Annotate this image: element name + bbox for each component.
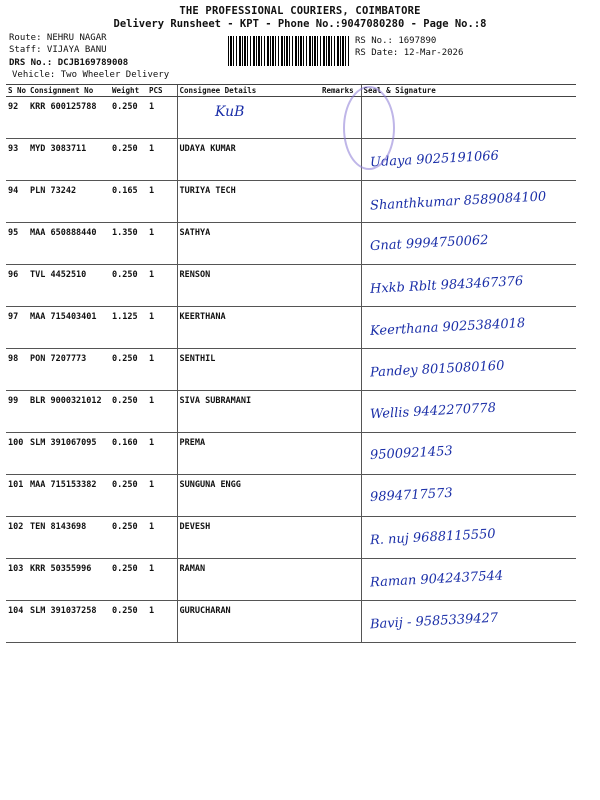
cell-weight: 0.250 bbox=[110, 97, 147, 139]
table-row bbox=[6, 139, 576, 181]
cell-signature bbox=[361, 391, 576, 433]
page-title: THE PROFESSIONAL COURIERS, COIMBATORE bbox=[179, 5, 421, 17]
table-row bbox=[6, 433, 576, 475]
handwritten-signature: Wellis 9442270778 bbox=[369, 400, 496, 423]
delivery-stamp bbox=[343, 86, 395, 170]
col-consignee: Consignee Details bbox=[177, 85, 320, 97]
cell-sno: 97 bbox=[6, 307, 28, 349]
table-row bbox=[6, 223, 576, 265]
cell-pcs: 1 bbox=[147, 517, 177, 559]
runsheet-table bbox=[6, 84, 576, 643]
cell-pcs: 1 bbox=[147, 181, 177, 223]
col-consignment: Consignment No bbox=[28, 85, 110, 97]
cell-consignment: MAA 715403401 bbox=[28, 307, 110, 349]
table-row bbox=[6, 391, 576, 433]
table-header-row bbox=[6, 85, 576, 97]
handwritten-signature: Raman 9042437544 bbox=[369, 568, 503, 591]
vehicle-label: Vehicle: Two Wheeler Delivery bbox=[12, 70, 170, 80]
cell-consignee: PREMA bbox=[177, 433, 320, 475]
table-row bbox=[6, 181, 576, 223]
cell-remarks bbox=[320, 349, 361, 391]
cell-consignee: GURUCHARAN bbox=[177, 601, 320, 643]
handwritten-note: KuB bbox=[215, 104, 245, 120]
cell-remarks bbox=[320, 475, 361, 517]
col-remarks: Remarks bbox=[320, 85, 361, 97]
table-row bbox=[6, 307, 576, 349]
cell-weight: 0.160 bbox=[110, 433, 147, 475]
cell-pcs: 1 bbox=[147, 475, 177, 517]
handwritten-signature: Shanthkumar 8589084100 bbox=[369, 189, 547, 214]
col-sno: S No bbox=[8, 86, 27, 95]
cell-weight: 0.250 bbox=[110, 475, 147, 517]
cell-signature bbox=[361, 307, 576, 349]
col-pcs: PCS bbox=[147, 85, 177, 97]
cell-signature bbox=[361, 433, 576, 475]
cell-weight: 0.165 bbox=[110, 181, 147, 223]
cell-pcs: 1 bbox=[147, 307, 177, 349]
cell-consignee: SIVA SUBRAMANI bbox=[177, 391, 320, 433]
cell-remarks bbox=[320, 433, 361, 475]
table-row bbox=[6, 349, 576, 391]
cell-consignment: PON 7207773 bbox=[28, 349, 110, 391]
cell-remarks bbox=[320, 181, 361, 223]
rs-number: RS No.: 1697890 bbox=[355, 36, 437, 46]
cell-consignment: PLN 73242 bbox=[28, 181, 110, 223]
cell-weight: 0.250 bbox=[110, 517, 147, 559]
cell-consignee: SENTHIL bbox=[177, 349, 320, 391]
handwritten-signature: 9894717573 bbox=[369, 485, 453, 506]
cell-consignee: SUNGUNA ENGG bbox=[177, 475, 320, 517]
cell-pcs: 1 bbox=[147, 433, 177, 475]
table-row bbox=[6, 559, 576, 601]
cell-consignment: BLR 9000321012 bbox=[28, 391, 110, 433]
cell-signature bbox=[361, 475, 576, 517]
cell-pcs: 1 bbox=[147, 391, 177, 433]
cell-pcs: 1 bbox=[147, 601, 177, 643]
cell-consignee: SATHYA bbox=[177, 223, 320, 265]
cell-sno: 94 bbox=[6, 181, 28, 223]
cell-remarks bbox=[320, 265, 361, 307]
cell-signature bbox=[361, 139, 576, 181]
table-row bbox=[6, 601, 576, 643]
handwritten-signature: Gnat 9994750062 bbox=[369, 232, 489, 255]
cell-weight: 0.250 bbox=[110, 139, 147, 181]
cell-pcs: 1 bbox=[147, 139, 177, 181]
cell-remarks bbox=[320, 391, 361, 433]
cell-pcs: 1 bbox=[147, 349, 177, 391]
cell-signature bbox=[361, 349, 576, 391]
cell-signature bbox=[361, 223, 576, 265]
page-subtitle: Delivery Runsheet - KPT - Phone No.:9047080280 - Page No.:8 bbox=[113, 18, 487, 30]
drs-label: DRS No.: DCJB169789008 bbox=[9, 58, 129, 68]
cell-consignment: MYD 3083711 bbox=[28, 139, 110, 181]
handwritten-signature: Hxkb Rblt 9843467376 bbox=[369, 273, 524, 298]
handwritten-signature: Keerthana 9025384018 bbox=[369, 315, 526, 340]
cell-sno: 92 bbox=[6, 97, 28, 139]
cell-consignment: MAA 715153382 bbox=[28, 475, 110, 517]
cell-sno: 95 bbox=[6, 223, 28, 265]
cell-remarks bbox=[320, 601, 361, 643]
staff-label: Staff: VIJAYA BANU bbox=[9, 45, 107, 55]
cell-sno: 96 bbox=[6, 265, 28, 307]
rs-date: RS Date: 12-Mar-2026 bbox=[355, 48, 464, 58]
cell-consignee: DEVESH bbox=[177, 517, 320, 559]
cell-weight: 0.250 bbox=[110, 349, 147, 391]
cell-pcs: 1 bbox=[147, 559, 177, 601]
cell-signature bbox=[361, 181, 576, 223]
cell-consignment: TEN 8143698 bbox=[28, 517, 110, 559]
cell-consignee: UDAYA KUMAR bbox=[177, 139, 320, 181]
cell-sno: 98 bbox=[6, 349, 28, 391]
handwritten-signature: Udaya 9025191066 bbox=[369, 148, 499, 171]
cell-signature bbox=[361, 265, 576, 307]
cell-sno: 102 bbox=[6, 517, 28, 559]
handwritten-signature: 9500921453 bbox=[369, 443, 453, 464]
barcode bbox=[228, 36, 351, 66]
cell-remarks bbox=[320, 223, 361, 265]
cell-sno: 101 bbox=[6, 475, 28, 517]
cell-weight: 0.250 bbox=[110, 559, 147, 601]
cell-pcs: 1 bbox=[147, 97, 177, 139]
cell-sno: 104 bbox=[6, 601, 28, 643]
cell-signature bbox=[361, 559, 576, 601]
cell-remarks bbox=[320, 559, 361, 601]
handwritten-signature: Bavij - 9585339427 bbox=[369, 610, 499, 633]
cell-sno: 100 bbox=[6, 433, 28, 475]
cell-consignment: KRR 50355996 bbox=[28, 559, 110, 601]
cell-consignee: TURIYA TECH bbox=[177, 181, 320, 223]
cell-weight: 0.250 bbox=[110, 391, 147, 433]
cell-signature bbox=[361, 517, 576, 559]
cell-weight: 1.350 bbox=[110, 223, 147, 265]
route-label: Route: NEHRU NAGAR bbox=[9, 33, 107, 43]
cell-sno: 103 bbox=[6, 559, 28, 601]
cell-consignment: KRR 600125788 bbox=[28, 97, 110, 139]
cell-consignee: RAMAN bbox=[177, 559, 320, 601]
col-seal: Seal & Signature bbox=[361, 85, 576, 97]
table-row bbox=[6, 97, 576, 139]
cell-consignee: RENSON bbox=[177, 265, 320, 307]
cell-consignment: MAA 650888440 bbox=[28, 223, 110, 265]
cell-consignment: SLM 391037258 bbox=[28, 601, 110, 643]
cell-weight: 0.250 bbox=[110, 265, 147, 307]
cell-pcs: 1 bbox=[147, 265, 177, 307]
cell-sno: 93 bbox=[6, 139, 28, 181]
col-weight: Weight bbox=[110, 85, 147, 97]
cell-signature bbox=[361, 601, 576, 643]
cell-consignee: KEERTHANA bbox=[177, 307, 320, 349]
cell-weight: 0.250 bbox=[110, 601, 147, 643]
cell-consignment: TVL 4452510 bbox=[28, 265, 110, 307]
table-row bbox=[6, 517, 576, 559]
cell-consignee bbox=[177, 97, 320, 139]
table-row bbox=[6, 475, 576, 517]
cell-consignment: SLM 391067095 bbox=[28, 433, 110, 475]
cell-remarks bbox=[320, 307, 361, 349]
table-row bbox=[6, 265, 576, 307]
handwritten-signature: Pandey 8015080160 bbox=[369, 358, 505, 381]
cell-weight: 1.125 bbox=[110, 307, 147, 349]
cell-sno: 99 bbox=[6, 391, 28, 433]
cell-remarks bbox=[320, 517, 361, 559]
cell-pcs: 1 bbox=[147, 223, 177, 265]
handwritten-signature: R. nuj 9688115550 bbox=[369, 526, 496, 549]
